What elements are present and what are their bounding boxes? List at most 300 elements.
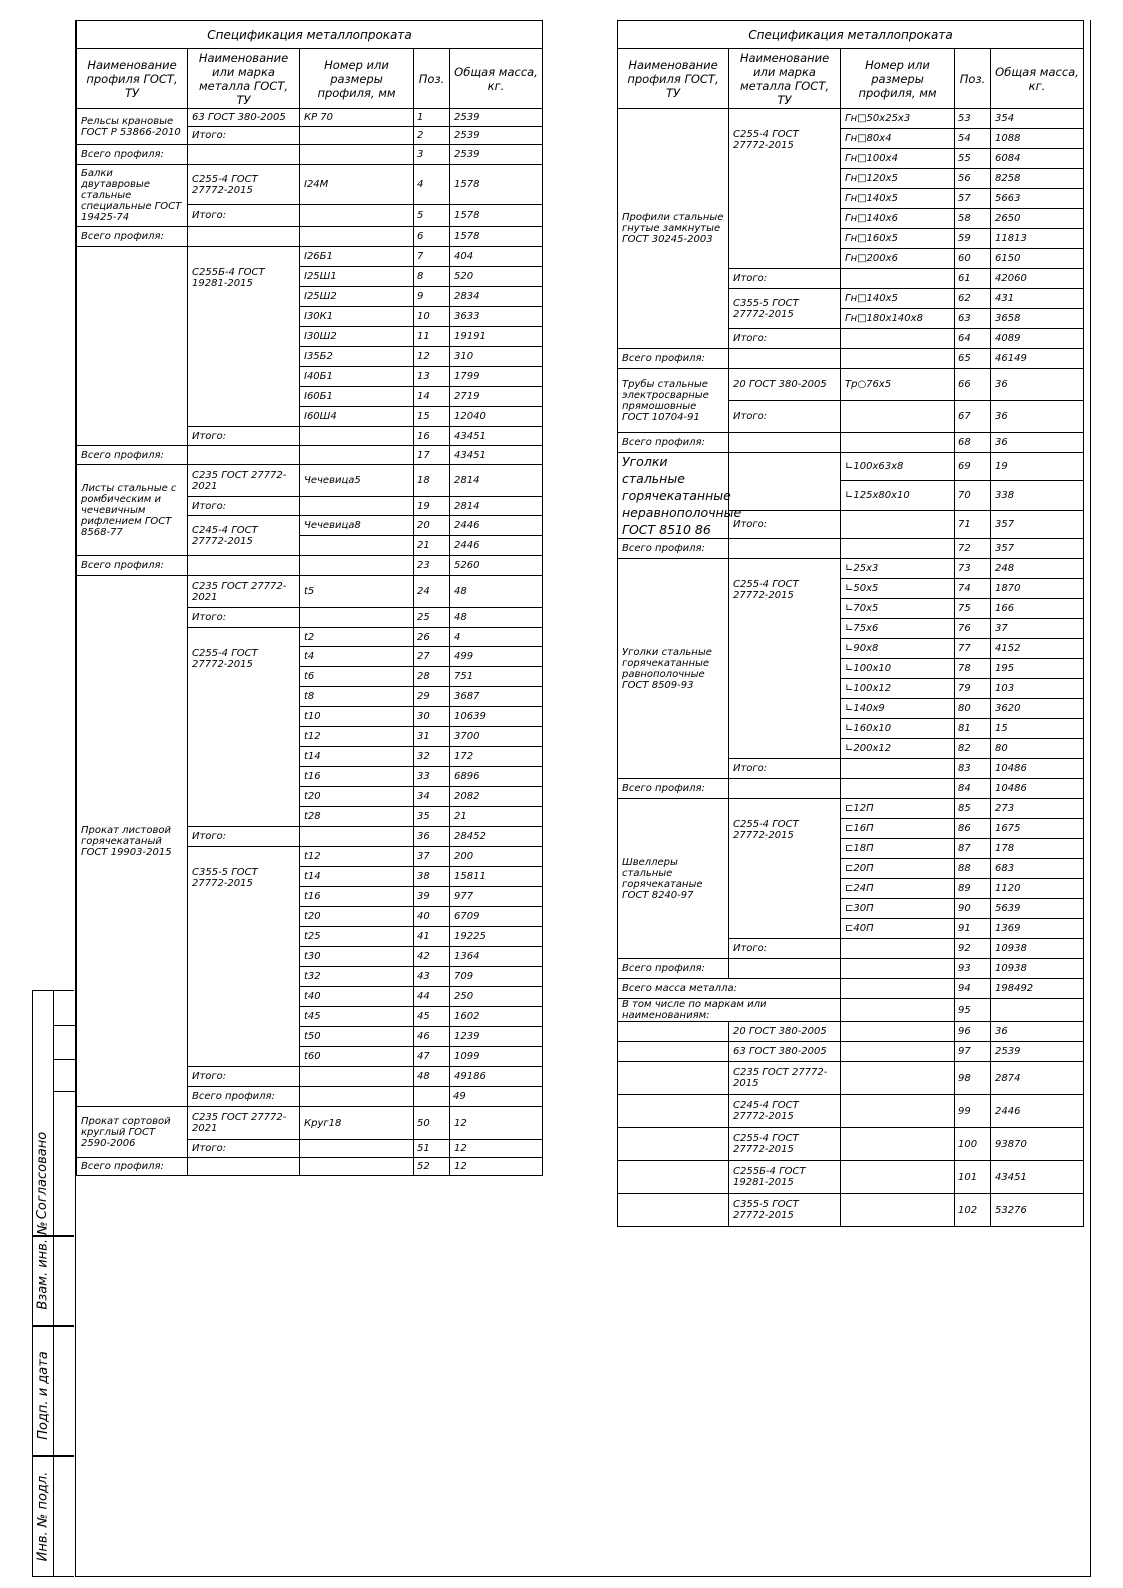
cell-steel: Итого: [188,427,300,446]
table-row [618,559,1084,579]
cell-pos: 34 [414,787,450,807]
stamp-sign-date-label: Подп. и дата [35,1351,51,1440]
cell-mass: 404 [450,247,543,267]
cell-mass: 2650 [991,209,1084,229]
cell-pos: 49 [450,1087,543,1107]
cell-size [841,1062,955,1095]
spec-title: Спецификация металлопроката [618,21,1084,49]
cell-pos: 69 [955,453,991,481]
cell-size [300,1158,414,1176]
cell-size: t32 [300,967,414,987]
cell-pos: 11 [414,327,450,347]
cell-mass: 48 [450,608,543,628]
cell-size: ∟100х63х8 [841,453,955,481]
table-row [77,1107,543,1140]
cell-size [841,1128,955,1161]
cell-mass: 1578 [450,227,543,247]
cell-size: ⊏24П [841,879,955,899]
cell-mass: 80 [991,739,1084,759]
cell-size: Гн□80х4 [841,129,955,149]
cell-profile [618,1062,729,1095]
cell-mass: 36 [991,369,1084,401]
cell-size: t16 [300,887,414,907]
cell-profile: Профили стальные гнутые замкнутые ГОСТ 30245-2003 [618,109,729,349]
cell-pos: 66 [955,369,991,401]
cell-mass: 28452 [450,827,543,847]
cell-pos: 96 [955,1022,991,1042]
cell-steel: Итого: [188,1067,300,1087]
cell-mass: 357 [991,539,1084,559]
table-row [77,109,543,127]
cell-mass: 431 [991,289,1084,309]
cell-profile: Всего профиля: [77,227,188,247]
cell-size: ∟100х12 [841,679,955,699]
cell-mass: 12 [450,1158,543,1176]
cell-size [841,511,955,539]
cell-steel: Итого: [188,205,300,227]
cell-size: t20 [300,787,414,807]
cell-steel [729,959,841,979]
cell-steel: С255Б-4 ГОСТ 19281-2015 [729,1161,841,1194]
cell-profile: Уголки стальные горячекатанные неравнополочные ГОСТ 8510 86 [618,453,729,539]
cell-profile: Всего профиля: [618,433,729,453]
cell-size [300,205,414,227]
cell-steel: Итого: [729,329,841,349]
cell-pos: 31 [414,727,450,747]
cell-size: I30К1 [300,307,414,327]
cell-steel: Итого: [188,497,300,516]
cell-pos: 68 [955,433,991,453]
cell-profile: Всего профиля: [618,349,729,369]
spec-rows-right [618,109,1084,1227]
cell-mass: 166 [991,599,1084,619]
cell-size: КР 70 [300,109,414,127]
table-row [77,446,543,465]
cell-mass: 15 [991,719,1084,739]
cell-size: ∟50х5 [841,579,955,599]
cell-size: Тр○76х5 [841,369,955,401]
cell-mass: 354 [991,109,1084,129]
cell-mass: 6084 [991,149,1084,169]
cell-pos: 98 [955,1062,991,1095]
table-row [77,465,543,497]
cell-steel [729,453,841,511]
cell-steel: Итого: [729,511,841,539]
table-row [618,959,1084,979]
header-pos: Поз. [955,49,991,109]
cell-pos: 29 [414,687,450,707]
table-row [618,453,1084,481]
cell-size: ∟140х9 [841,699,955,719]
cell-size [841,759,955,779]
cell-profile [618,1042,729,1062]
cell-pos: 15 [414,407,450,427]
cell-size: t50 [300,1027,414,1047]
cell-mass: 357 [991,511,1084,539]
cell-mass: 4 [450,628,543,647]
table-row [618,979,1084,999]
cell-mass: 42060 [991,269,1084,289]
cell-profile: В том числе по маркам или наименованиям: [618,999,841,1022]
cell-steel: 20 ГОСТ 380-2005 [729,369,841,401]
cell-pos: 30 [414,707,450,727]
cell-pos: 63 [955,309,991,329]
header-size: Номер или размеры профиля, мм [841,49,955,109]
cell-mass: 10486 [991,779,1084,799]
cell-mass: 2719 [450,387,543,407]
cell-mass: 250 [450,987,543,1007]
cell-mass: 2814 [450,465,543,497]
cell-steel: Итого: [729,269,841,289]
table-row [618,1042,1084,1062]
cell-mass: 10486 [991,759,1084,779]
cell-size [300,127,414,145]
cell-steel: 20 ГОСТ 380-2005 [729,1022,841,1042]
cell-pos: 71 [955,511,991,539]
cell-mass: 36 [991,1022,1084,1042]
cell-mass: 200 [450,847,543,867]
cell-pos: 91 [955,919,991,939]
cell-pos: 94 [955,979,991,999]
cell-steel: Итого: [729,939,841,959]
cell-size [841,1194,955,1227]
stamp-agreed-label: Согласовано [35,1131,51,1220]
cell-size [300,1067,414,1087]
cell-size: t45 [300,1007,414,1027]
cell-mass: 5663 [991,189,1084,209]
table-row [77,247,543,267]
cell-steel [729,433,841,453]
cell-mass: 338 [991,480,1084,510]
cell-mass: 2539 [450,145,543,165]
cell-pos: 59 [955,229,991,249]
cell-pos: 95 [955,999,991,1022]
cell-size: Кpуг18 [300,1107,414,1140]
cell-size [841,1042,955,1062]
table-row [77,1158,543,1176]
cell-pos: 5 [414,205,450,227]
cell-pos: 74 [955,579,991,599]
cell-mass: 310 [450,347,543,367]
cell-steel: С255-4 ГОСТ 27772-2015 [729,1128,841,1161]
cell-mass: 178 [991,839,1084,859]
cell-profile: Всего профиля: [188,1087,300,1107]
cell-pos: 80 [955,699,991,719]
cell-mass: 248 [991,559,1084,579]
cell-mass: 1675 [991,819,1084,839]
cell-mass: 19191 [450,327,543,347]
cell-mass: 12040 [450,407,543,427]
cell-size: Гн□180х140х8 [841,309,955,329]
cell-size: ⊏40П [841,919,955,939]
cell-pos: 44 [414,987,450,1007]
cell-pos: 23 [414,556,450,576]
cell-pos: 42 [414,947,450,967]
cell-steel: С255-4 ГОСТ 27772-2015 [729,799,841,939]
cell-pos: 70 [955,480,991,510]
cell-pos: 75 [955,599,991,619]
table-row [77,556,543,576]
cell-mass: 2446 [991,1095,1084,1128]
cell-steel: С355-5 ГОСТ 27772-2015 [729,289,841,329]
cell-size [300,497,414,516]
cell-mass: 2446 [450,536,543,556]
cell-steel [188,556,300,576]
cell-mass: 3633 [450,307,543,327]
cell-steel: С235 ГОСТ 27772-2015 [729,1062,841,1095]
cell-size: ∟200х12 [841,739,955,759]
cell-size: I25Ш1 [300,267,414,287]
header-mass: Общая масса, кг. [450,49,543,109]
cell-size: t5 [300,576,414,608]
cell-pos: 73 [955,559,991,579]
cell-size: ∟70х5 [841,599,955,619]
stamp-replace-inv [32,1221,74,1326]
cell-size [841,401,955,433]
cell-steel: С255Б-4 ГОСТ 19281-2015 [188,247,300,427]
cell-size: ⊏12П [841,799,955,819]
cell-mass: 977 [450,887,543,907]
cell-mass: 1799 [450,367,543,387]
cell-mass: 1870 [991,579,1084,599]
table-row [618,433,1084,453]
cell-mass: 11813 [991,229,1084,249]
spec-rows-left [77,109,543,1176]
cell-profile [618,1161,729,1194]
cell-size [841,779,955,799]
cell-size [300,227,414,247]
cell-size: ∟160х10 [841,719,955,739]
cell-mass: 751 [450,667,543,687]
cell-profile: Прокат сортовой круглый ГОСТ 2590-2006 [77,1107,188,1158]
cell-mass: 15811 [450,867,543,887]
cell-size: t12 [300,727,414,747]
cell-pos: 72 [955,539,991,559]
cell-pos: 85 [955,799,991,819]
cell-size: ⊏16П [841,819,955,839]
stamp-agreed [32,990,74,1236]
cell-pos: 12 [414,347,450,367]
cell-pos: 3 [414,145,450,165]
cell-mass: 10938 [991,939,1084,959]
cell-mass: 3658 [991,309,1084,329]
cell-size: ∟90х8 [841,639,955,659]
cell-size [414,1087,450,1107]
cell-pos: 100 [955,1128,991,1161]
cell-profile: Листы стальные с ромбическим и чечевичным рифлением ГОСТ 8568-77 [77,465,188,556]
cell-pos: 67 [955,401,991,433]
cell-profile: Всего профиля: [618,959,729,979]
cell-profile [618,1022,729,1042]
cell-pos: 16 [414,427,450,446]
stamp-sign-date [32,1326,74,1456]
cell-pos: 2 [414,127,450,145]
cell-size: Гн□50х25х3 [841,109,955,129]
table-row [618,1062,1084,1095]
cell-pos: 28 [414,667,450,687]
cell-profile: Всего профиля: [77,556,188,576]
cell-size: ∟25х3 [841,559,955,579]
cell-mass: 19 [991,453,1084,481]
cell-mass [991,999,1084,1022]
cell-size: I30Ш2 [300,327,414,347]
cell-size: t16 [300,767,414,787]
cell-mass: 36 [991,401,1084,433]
cell-size: Гн□100х4 [841,149,955,169]
cell-mass: 499 [450,647,543,667]
table-row [618,349,1084,369]
cell-pos: 1 [414,109,450,127]
cell-pos: 87 [955,839,991,859]
cell-mass: 3620 [991,699,1084,719]
cell-steel: Итого: [188,127,300,145]
stamp-inv-orig-label: Инв. № подл. [35,1471,51,1562]
cell-pos: 78 [955,659,991,679]
cell-size: Гн□200х6 [841,249,955,269]
cell-pos: 93 [955,959,991,979]
cell-pos: 51 [414,1140,450,1158]
cell-size: ∟125х80х10 [841,480,955,510]
cell-pos: 62 [955,289,991,309]
table-row [618,999,1084,1022]
cell-pos: 37 [414,847,450,867]
cell-size: t60 [300,1047,414,1067]
cell-size: t28 [300,807,414,827]
cell-profile: Балки двутавровые стальные специальные ГОСТ 19425-74 [77,165,188,227]
cell-mass: 3700 [450,727,543,747]
cell-size [841,1161,955,1194]
cell-profile: Всего профиля: [77,446,188,465]
cell-size: I40Б1 [300,367,414,387]
cell-mass: 1239 [450,1027,543,1047]
cell-pos: 46 [414,1027,450,1047]
cell-mass: 48 [450,576,543,608]
cell-pos: 43 [414,967,450,987]
cell-mass: 10639 [450,707,543,727]
cell-pos: 35 [414,807,450,827]
spec-table-left [76,20,543,1176]
table-row [618,1194,1084,1227]
cell-mass: 53276 [991,1194,1084,1227]
cell-mass: 93870 [991,1128,1084,1161]
cell-profile [618,1128,729,1161]
cell-size [841,959,955,979]
cell-steel [729,779,841,799]
cell-size: ⊏18П [841,839,955,859]
cell-size: t10 [300,707,414,727]
cell-profile: Всего профиля: [618,539,729,559]
cell-size [300,145,414,165]
cell-mass: 8258 [991,169,1084,189]
cell-steel [188,145,300,165]
cell-mass: 520 [450,267,543,287]
cell-mass: 195 [991,659,1084,679]
cell-steel: С245-4 ГОСТ 27772-2015 [188,516,300,556]
cell-mass: 10938 [991,959,1084,979]
table-row [618,799,1084,819]
cell-mass: 6709 [450,907,543,927]
cell-size [841,433,955,453]
cell-pos: 88 [955,859,991,879]
cell-pos: 57 [955,189,991,209]
cell-size [841,939,955,959]
cell-steel: 63 ГОСТ 380-2005 [729,1042,841,1062]
header-steel: Наименование или марка металла ГОСТ, ТУ [188,49,300,109]
cell-size [841,979,955,999]
cell-pos: 7 [414,247,450,267]
cell-mass: 43451 [450,427,543,446]
cell-mass: 2834 [450,287,543,307]
table-row [77,227,543,247]
cell-size: Чечевица8 [300,516,414,536]
cell-mass: 4152 [991,639,1084,659]
cell-steel: С235 ГОСТ 27772-2021 [188,1107,300,1140]
cell-pos: 60 [955,249,991,269]
cell-profile: Рельсы крановые ГОСТ Р 53866-2010 [77,109,188,145]
cell-size [841,269,955,289]
cell-mass: 2446 [450,516,543,536]
header-profile: Наименование профиля ГОСТ, ТУ [77,49,188,109]
cell-mass: 6896 [450,767,543,787]
cell-steel: С255-4 ГОСТ 27772-2015 [188,165,300,205]
cell-mass: 37 [991,619,1084,639]
cell-steel: Итого: [188,827,300,847]
cell-mass: 6150 [991,249,1084,269]
cell-pos: 53 [955,109,991,129]
cell-size: Гн□120х5 [841,169,955,189]
cell-size: t25 [300,927,414,947]
table-row [618,369,1084,401]
cell-size [300,536,414,556]
cell-steel: С255-4 ГОСТ 27772-2015 [729,559,841,759]
cell-pos: 4 [414,165,450,205]
cell-size: ∟75х6 [841,619,955,639]
cell-mass: 49186 [450,1067,543,1087]
cell-pos: 10 [414,307,450,327]
cell-pos: 39 [414,887,450,907]
cell-size [841,349,955,369]
table-row [77,576,543,608]
cell-pos: 58 [955,209,991,229]
cell-pos: 65 [955,349,991,369]
cell-steel: С245-4 ГОСТ 27772-2015 [729,1095,841,1128]
cell-size [841,539,955,559]
cell-mass: 709 [450,967,543,987]
cell-steel: 63 ГОСТ 380-2005 [188,109,300,127]
table-row [618,1095,1084,1128]
cell-steel: С255-4 ГОСТ 27772-2015 [729,109,841,269]
cell-mass: 21 [450,807,543,827]
cell-pos: 48 [414,1067,450,1087]
cell-mass: 1369 [991,919,1084,939]
cell-pos: 83 [955,759,991,779]
header-profile: Наименование профиля ГОСТ, ТУ [618,49,729,109]
cell-steel [300,1087,414,1107]
cell-steel: С235 ГОСТ 27772-2021 [188,465,300,497]
stamp-inv-orig [32,1456,74,1577]
cell-profile: Всего профиля: [618,779,729,799]
cell-pos: 14 [414,387,450,407]
cell-mass: 5639 [991,899,1084,919]
cell-size: t14 [300,867,414,887]
cell-mass: 2874 [991,1062,1084,1095]
cell-size [300,427,414,446]
cell-pos: 9 [414,287,450,307]
cell-pos: 27 [414,647,450,667]
cell-mass: 1578 [450,205,543,227]
cell-pos: 55 [955,149,991,169]
table-row [618,1022,1084,1042]
